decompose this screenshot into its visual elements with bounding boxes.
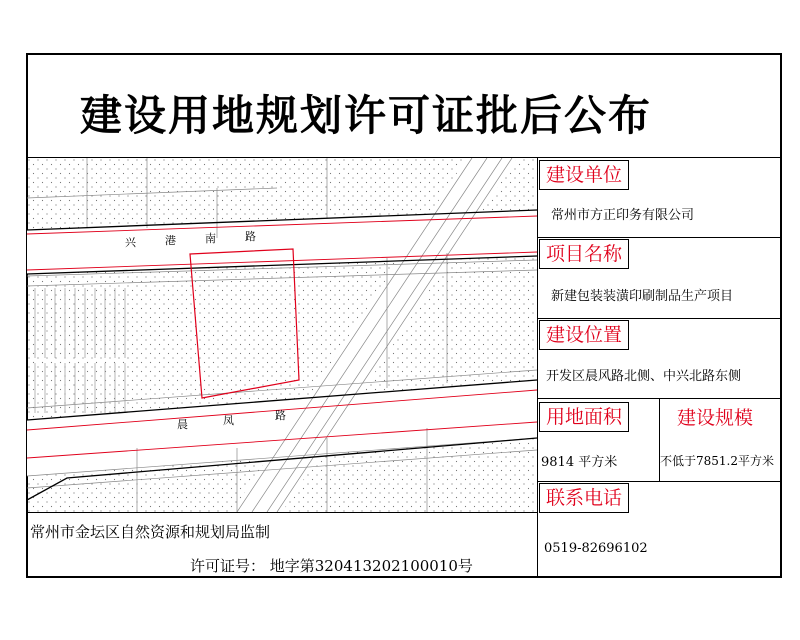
area-label: 用地面积 (539, 402, 629, 432)
scale-label: 建设规模 (677, 407, 754, 429)
road-label-chenfeng-3: 路 (275, 409, 286, 422)
project-label: 项目名称 (539, 239, 629, 269)
info-divider-1 (537, 237, 781, 238)
panel-divider (537, 158, 538, 577)
road-label-chenfeng-1: 晨 (177, 418, 188, 431)
map-bottom-divider (27, 512, 537, 513)
phone-label: 联系电话 (539, 483, 629, 513)
location-label: 建设位置 (539, 320, 629, 350)
scale-value: 不低于7851.2平方米 (660, 454, 774, 468)
unit-value: 常州市方正印务有限公司 (551, 208, 695, 223)
road-label-xinggang-3: 南 (205, 232, 216, 245)
unit-label: 建设单位 (539, 160, 629, 190)
info-divider-4 (537, 481, 781, 482)
page-title: 建设用地规划许可证批后公布 (80, 91, 653, 140)
road-label-xinggang-1: 兴 (125, 236, 136, 249)
info-divider-2 (537, 318, 781, 319)
phone-value: 0519-82696102 (544, 541, 648, 556)
permit-number: 许可证号： 地字第320413202100010号 (190, 557, 473, 575)
site-map (27, 158, 537, 512)
road-label-xinggang-4: 路 (245, 230, 256, 243)
supervisor-text: 常州市金坛区自然资源和规划局监制 (30, 523, 271, 541)
site-map-drawing (27, 158, 537, 512)
road-label-xinggang-2: 港 (165, 234, 176, 247)
area-value: 9814 平方米 (541, 455, 618, 470)
project-value: 新建包装装潢印刷制品生产项目 (551, 289, 734, 304)
location-value: 开发区晨风路北侧、中兴北路东侧 (546, 369, 742, 384)
road-label-chenfeng-2: 凤 (223, 414, 234, 427)
